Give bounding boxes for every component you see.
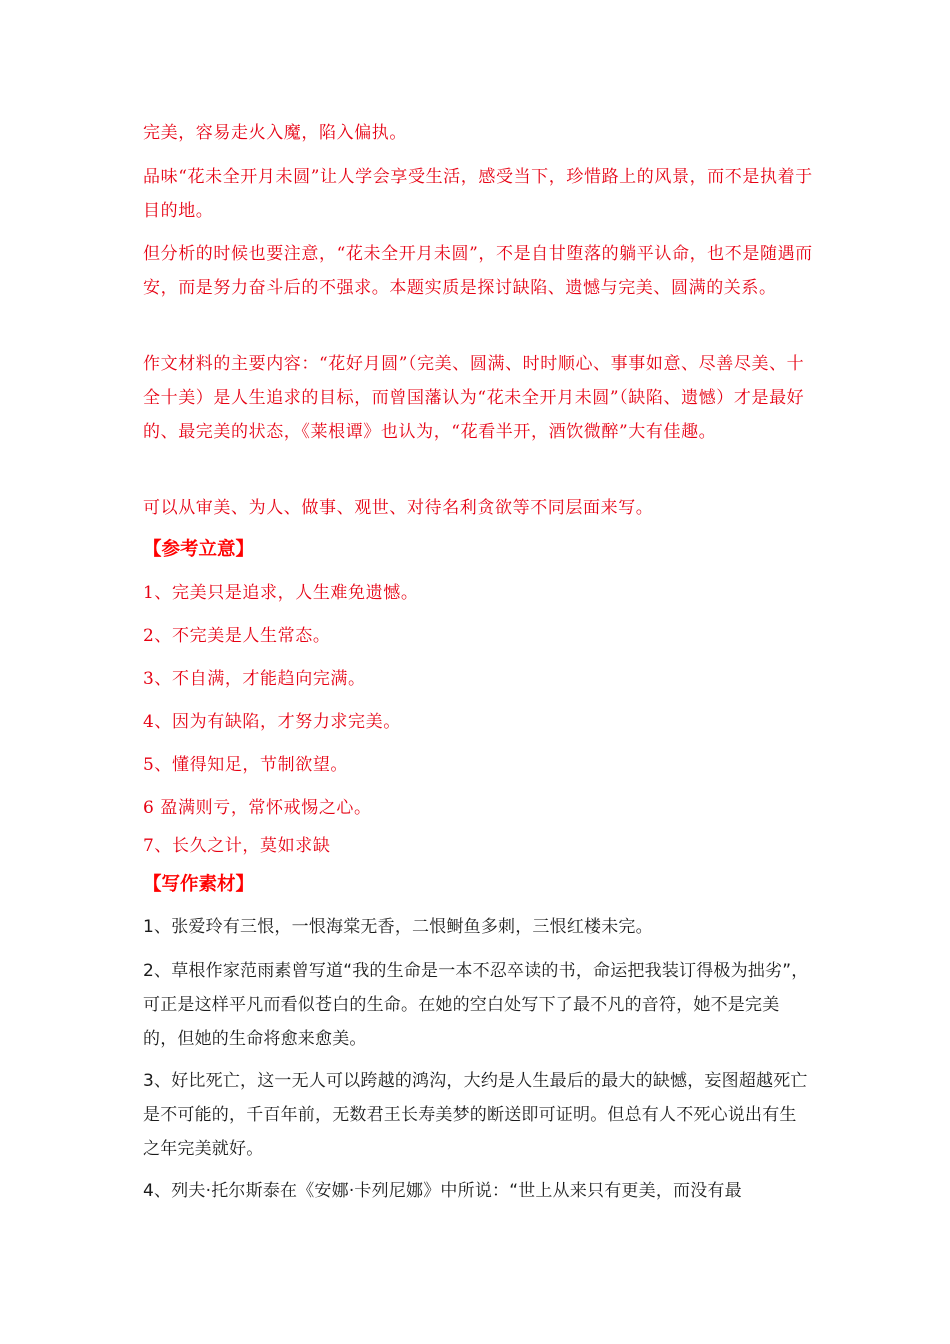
writing-material-item: 2、草根作家范雨素曾写道“我的生命是一本不忍卒读的书，命运把我装订得极为拙劣”，可正是这样平凡而看似苍白的生命。在她的空白处写下了最不凡的音符，她不是完美的，但她的生命将愈来愈美。 xyxy=(143,961,809,1049)
analysis-paragraph-3: 但分析的时候也要注意，“花未全开月未圆”，不是自甘堕落的躺平认命，也不是随遇而安，而是努力奋斗后的不强求。本题实质是探讨缺陷、遗憾与完美、圆满的关系。 xyxy=(143,244,813,298)
reference-idea-item: 4、因为有缺陷，才努力求完美。 xyxy=(143,712,401,732)
reference-idea-item: 5、懂得知足，节制欲望。 xyxy=(143,755,349,775)
reference-ideas-heading: 【参考立意】 xyxy=(143,539,255,560)
reference-idea-item: 7、长久之计，莫如求缺 xyxy=(143,836,331,856)
writing-material-item: 3、好比死亡，这一无人可以跨越的鸿沟，大约是人生最后的最大的缺憾，妄图超越死亡是不可能的，千百年前，无数君王长寿美梦的断送即可证明。但总有人不死心说出有生之年完美就好。 xyxy=(143,1071,808,1159)
writing-materials-heading: 【写作素材】 xyxy=(143,874,255,895)
reference-idea-item: 2、不完美是人生常态。 xyxy=(143,626,331,646)
analysis-paragraph-4: 作文材料的主要内容：“花好月圆”（完美、圆满、时时顺心、事事如意、尽善尽美、十全十美）是人生追求的目标，而曾国藩认为“花未全开月未圆”（缺陷、遗憾）才是最好的、最完美的状态，《莱根谭》也认为，“花看半开，酒饮微醉”大有佳趣。 xyxy=(143,354,805,442)
reference-idea-item: 3、不自满，才能趋向完满。 xyxy=(143,669,366,689)
analysis-paragraph-1: 完美，容易走火入魔，陷入偏执。 xyxy=(143,123,407,143)
analysis-paragraph-2: 品味“花未全开月未圆”让人学会享受生活，感受当下，珍惜路上的风景，而不是执着于目的地。 xyxy=(143,167,813,221)
writing-material-item: 4、列夫·托尔斯泰在《安娜·卡列尼娜》中所说：“世上从来只有更美，而没有最 xyxy=(143,1181,742,1201)
reference-idea-item: 1、完美只是追求，人生难免遗憾。 xyxy=(143,583,419,603)
analysis-paragraph-5: 可以从审美、为人、做事、观世、对待名利贪欲等不同层面来写。 xyxy=(143,498,654,518)
reference-idea-item: 6 盈满则亏，常怀戒惕之心。 xyxy=(143,798,372,818)
writing-material-item: 1、张爱玲有三恨，一恨海棠无香，二恨鲥鱼多刺，三恨红楼未完。 xyxy=(143,917,653,937)
